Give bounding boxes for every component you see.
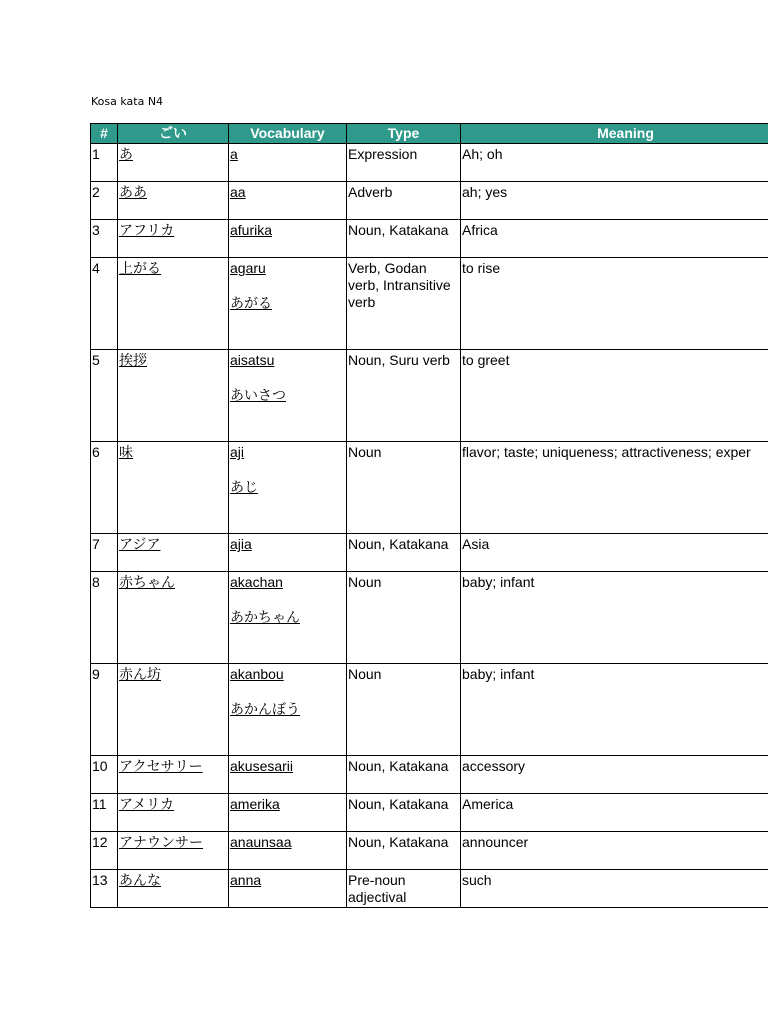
row-number: 7 <box>92 536 100 552</box>
meaning-text: announcer <box>462 834 529 850</box>
meaning-text: baby; infant <box>462 666 535 682</box>
kana-link[interactable]: あがる <box>230 295 272 311</box>
type-cell <box>347 258 461 350</box>
meaning-cell <box>461 756 768 794</box>
row-number: 4 <box>92 260 100 276</box>
kana-link[interactable]: あじ <box>230 479 258 495</box>
goi-cell <box>118 664 229 756</box>
row-number: 13 <box>92 872 108 888</box>
header-number: # <box>91 124 118 144</box>
goi-link[interactable]: あんな <box>119 872 161 888</box>
goi-cell <box>118 870 229 908</box>
vocabulary-cell <box>229 870 347 908</box>
row-number: 2 <box>92 184 100 200</box>
row-number-cell <box>91 756 118 794</box>
romaji-link[interactable]: agaru <box>230 260 266 276</box>
type-cell <box>347 794 461 832</box>
table-row <box>91 350 768 442</box>
goi-cell <box>118 350 229 442</box>
row-number-cell <box>91 832 118 870</box>
meaning-cell <box>461 870 768 908</box>
row-number-cell <box>91 794 118 832</box>
goi-link[interactable]: 上がる <box>119 260 161 276</box>
row-number: 9 <box>92 666 100 682</box>
table-row <box>91 220 768 258</box>
header-type: Type <box>347 124 461 144</box>
goi-cell <box>118 442 229 534</box>
romaji-link[interactable]: akanbou <box>230 666 284 682</box>
type-cell <box>347 144 461 182</box>
type-cell <box>347 832 461 870</box>
vocabulary-cell <box>229 832 347 870</box>
table-header-row <box>91 124 768 144</box>
romaji-link[interactable]: anna <box>230 872 262 888</box>
meaning-cell <box>461 182 768 220</box>
meaning-cell <box>461 664 768 756</box>
meaning-text: Asia <box>462 536 490 552</box>
romaji-link[interactable]: afurika <box>230 222 273 238</box>
meaning-text: baby; infant <box>462 574 535 590</box>
meaning-cell <box>461 572 768 664</box>
vocabulary-cell <box>229 258 347 350</box>
meaning-text: Ah; oh <box>462 146 503 162</box>
type-cell <box>347 756 461 794</box>
row-number: 10 <box>92 758 108 774</box>
kana-link[interactable]: あかんぼう <box>230 701 300 717</box>
goi-link[interactable]: ああ <box>119 184 147 200</box>
goi-link[interactable]: アフリカ <box>119 222 175 238</box>
row-number: 11 <box>92 796 107 812</box>
goi-link[interactable]: アジア <box>119 536 161 552</box>
type-cell <box>347 870 461 908</box>
meaning-text: America <box>462 796 514 812</box>
type-text: Noun <box>348 444 382 460</box>
goi-cell <box>118 258 229 350</box>
romaji-link[interactable]: akusesarii <box>230 758 294 774</box>
type-text: Noun <box>348 574 382 590</box>
meaning-cell <box>461 534 768 572</box>
type-text: Noun, Katakana <box>348 758 449 774</box>
row-number-cell <box>91 144 118 182</box>
vocabulary-cell <box>229 144 347 182</box>
row-number-cell <box>91 182 118 220</box>
vocabulary-cell <box>229 534 347 572</box>
table-row <box>91 794 768 832</box>
goi-cell <box>118 220 229 258</box>
goi-cell <box>118 572 229 664</box>
header-goi: ごい <box>118 124 229 144</box>
document-title: Kosa kata N4 <box>91 95 164 108</box>
goi-link[interactable]: アクセサリー <box>119 758 203 774</box>
row-number-cell <box>91 442 118 534</box>
romaji-link[interactable]: aisatsu <box>230 352 275 368</box>
meaning-cell <box>461 220 768 258</box>
type-cell <box>347 442 461 534</box>
vocabulary-cell <box>229 350 347 442</box>
goi-cell <box>118 794 229 832</box>
table-row <box>91 442 768 534</box>
type-cell <box>347 220 461 258</box>
vocabulary-cell <box>229 182 347 220</box>
table-row <box>91 870 768 908</box>
table-row <box>91 832 768 870</box>
row-number: 12 <box>92 834 108 850</box>
meaning-text: ah; yes <box>462 184 508 200</box>
row-number: 6 <box>92 444 100 460</box>
meaning-cell <box>461 832 768 870</box>
type-text: Noun, Katakana <box>348 834 449 850</box>
type-cell <box>347 664 461 756</box>
row-number: 5 <box>92 352 100 368</box>
row-number-cell <box>91 664 118 756</box>
table-row <box>91 756 768 794</box>
type-text: Verb, Godan verb, Intransitive verb <box>348 260 451 310</box>
goi-link[interactable]: あ <box>119 146 133 162</box>
goi-link[interactable]: 味 <box>119 444 133 460</box>
goi-cell <box>118 144 229 182</box>
romaji-link[interactable]: aa <box>230 184 246 200</box>
type-text: Expression <box>348 146 418 162</box>
table-row <box>91 534 768 572</box>
meaning-cell <box>461 144 768 182</box>
romaji-link[interactable]: amerika <box>230 796 280 812</box>
romaji-link[interactable]: ajia <box>230 536 252 552</box>
table-row <box>91 182 768 220</box>
type-text: Noun <box>348 666 382 682</box>
goi-link[interactable]: アナウンサー <box>119 834 203 850</box>
row-number-cell <box>91 350 118 442</box>
meaning-text: Africa <box>462 222 498 238</box>
goi-cell <box>118 832 229 870</box>
vocabulary-cell <box>229 664 347 756</box>
romaji-link[interactable]: akachan <box>230 574 283 590</box>
meaning-cell <box>461 794 768 832</box>
type-text: Pre-noun adjectival <box>348 872 407 905</box>
vocabulary-cell <box>229 794 347 832</box>
type-cell <box>347 534 461 572</box>
row-number-cell <box>91 534 118 572</box>
vocabulary-cell <box>229 442 347 534</box>
goi-link[interactable]: アメリカ <box>119 796 175 812</box>
meaning-text: to rise <box>462 260 501 276</box>
row-number-cell <box>91 572 118 664</box>
meaning-text: such <box>462 872 492 888</box>
type-cell <box>347 572 461 664</box>
romaji-link[interactable]: aji <box>230 444 245 460</box>
kana-link[interactable]: あいさつ <box>230 387 286 403</box>
goi-cell <box>118 756 229 794</box>
goi-cell <box>118 534 229 572</box>
goi-link[interactable]: 赤ちゃん <box>119 574 175 590</box>
header-meaning: Meaning <box>461 124 768 144</box>
table-row <box>91 258 768 350</box>
table-row <box>91 144 768 182</box>
vocabulary-table <box>90 123 768 908</box>
romaji-link[interactable]: a <box>230 146 238 162</box>
type-text: Adverb <box>348 184 393 200</box>
meaning-cell <box>461 442 768 534</box>
row-number: 8 <box>92 574 100 590</box>
meaning-text: to greet <box>462 352 510 368</box>
goi-link[interactable]: 挨拶 <box>119 352 147 368</box>
goi-link[interactable]: 赤ん坊 <box>119 666 161 682</box>
type-cell <box>347 350 461 442</box>
table-body <box>91 144 768 908</box>
kana-link[interactable]: あかちゃん <box>230 609 300 625</box>
meaning-cell <box>461 350 768 442</box>
type-text: Noun, Katakana <box>348 796 449 812</box>
row-number: 3 <box>92 222 100 238</box>
type-text: Noun, Suru verb <box>348 352 450 368</box>
type-cell <box>347 182 461 220</box>
meaning-text: flavor; taste; uniqueness; attractiveness; exper <box>462 444 751 460</box>
vocabulary-cell <box>229 220 347 258</box>
row-number-cell <box>91 870 118 908</box>
meaning-cell <box>461 258 768 350</box>
row-number-cell <box>91 258 118 350</box>
table-row <box>91 572 768 664</box>
row-number-cell <box>91 220 118 258</box>
vocabulary-cell <box>229 572 347 664</box>
romaji-link[interactable]: anaunsaa <box>230 834 292 850</box>
goi-cell <box>118 182 229 220</box>
meaning-text: accessory <box>462 758 526 774</box>
type-text: Noun, Katakana <box>348 222 449 238</box>
header-vocabulary: Vocabulary <box>229 124 347 144</box>
vocabulary-cell <box>229 756 347 794</box>
table-row <box>91 664 768 756</box>
type-text: Noun, Katakana <box>348 536 449 552</box>
row-number: 1 <box>92 146 100 162</box>
